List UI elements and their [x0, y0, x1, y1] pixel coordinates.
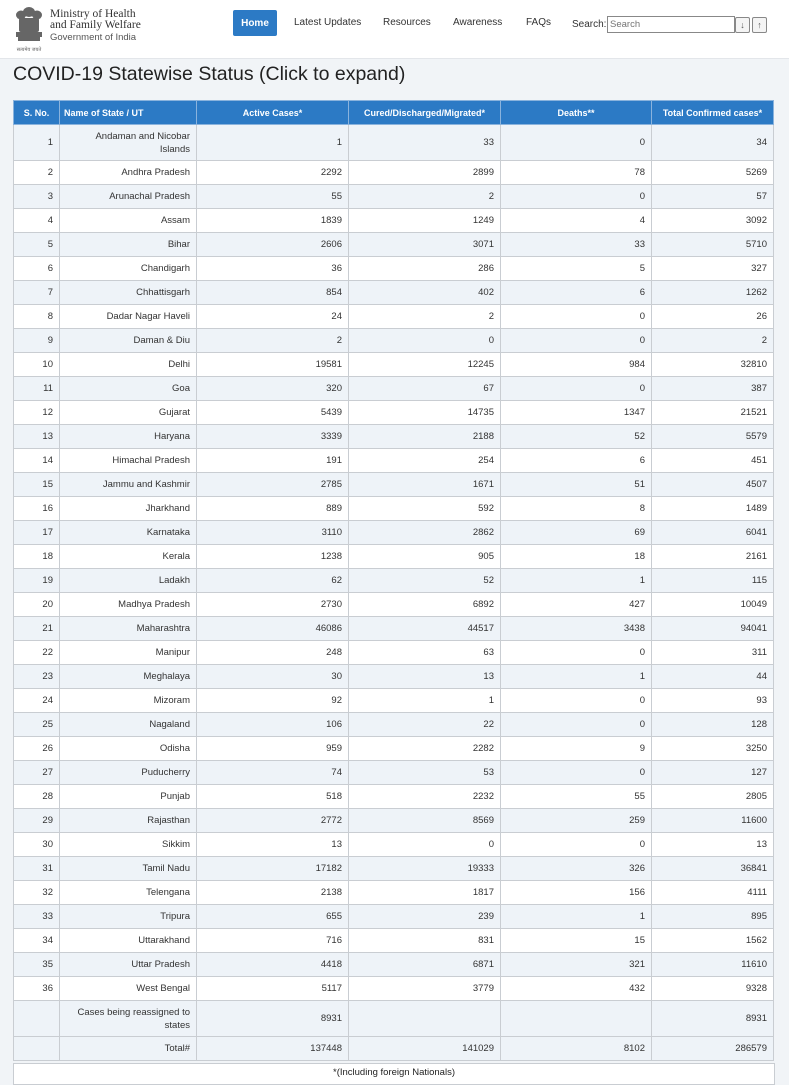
total-confirmed-cell: 128	[652, 713, 774, 737]
deaths-cell	[501, 1001, 652, 1037]
cured-cell: 592	[349, 497, 501, 521]
deaths-cell: 1	[501, 905, 652, 929]
active-cases-cell: 889	[197, 497, 349, 521]
total-confirmed-cell: 8931	[652, 1001, 774, 1037]
table-row[interactable]	[14, 977, 774, 1001]
active-cases-cell: 46086	[197, 617, 349, 641]
national-emblem-icon[interactable]	[10, 2, 48, 54]
table-row[interactable]	[14, 713, 774, 737]
state-name-cell: Uttar Pradesh	[60, 953, 197, 977]
active-cases-cell: 92	[197, 689, 349, 713]
total-confirmed-cell: 10049	[652, 593, 774, 617]
total-confirmed-cell: 6041	[652, 521, 774, 545]
active-cases-cell: 19581	[197, 353, 349, 377]
active-cases-cell: 5117	[197, 977, 349, 1001]
active-cases-cell: 2138	[197, 881, 349, 905]
search-label: Search:	[572, 19, 607, 30]
serial-number-cell: 31	[14, 857, 60, 881]
cured-cell: 831	[349, 929, 501, 953]
serial-number-cell: 36	[14, 977, 60, 1001]
serial-number-cell: 11	[14, 377, 60, 401]
cured-cell: 1	[349, 689, 501, 713]
serial-number-cell: 33	[14, 905, 60, 929]
serial-number-cell: 1	[14, 125, 60, 161]
serial-number-cell: 22	[14, 641, 60, 665]
cured-cell: 2	[349, 185, 501, 209]
total-confirmed-cell: 36841	[652, 857, 774, 881]
table-row[interactable]	[14, 833, 774, 857]
nav-home-link[interactable]: Home	[233, 10, 277, 36]
state-name-cell: Cases being reassigned to states	[60, 1001, 197, 1037]
total-confirmed-cell: 3250	[652, 737, 774, 761]
table-row[interactable]	[14, 569, 774, 593]
total-confirmed-cell: 13	[652, 833, 774, 857]
state-name-cell: Andaman and Nicobar Islands	[60, 125, 197, 161]
cured-cell: 63	[349, 641, 501, 665]
deaths-cell: 984	[501, 353, 652, 377]
deaths-cell: 0	[501, 125, 652, 161]
state-name-cell: Uttarakhand	[60, 929, 197, 953]
active-cases-cell: 518	[197, 785, 349, 809]
cured-cell: 2232	[349, 785, 501, 809]
table-row[interactable]	[14, 665, 774, 689]
serial-number-cell: 32	[14, 881, 60, 905]
active-cases-cell: 655	[197, 905, 349, 929]
serial-number-cell: 16	[14, 497, 60, 521]
deaths-cell: 0	[501, 377, 652, 401]
page-title[interactable]: COVID-19 Statewise Status (Click to expand)	[13, 63, 406, 85]
ministry-line-1: Ministry of Health	[50, 8, 136, 20]
active-cases-cell: 1	[197, 125, 349, 161]
deaths-cell: 326	[501, 857, 652, 881]
total-confirmed-cell: 2	[652, 329, 774, 353]
deaths-cell: 69	[501, 521, 652, 545]
state-name-cell: Kerala	[60, 545, 197, 569]
total-confirmed-cell: 3092	[652, 209, 774, 233]
deaths-cell: 15	[501, 929, 652, 953]
deaths-cell: 52	[501, 425, 652, 449]
active-cases-cell: 4418	[197, 953, 349, 977]
state-name-cell: Total#	[60, 1037, 197, 1061]
active-cases-cell: 55	[197, 185, 349, 209]
serial-number-cell: 15	[14, 473, 60, 497]
arrow-down-button[interactable]: ↓	[735, 17, 750, 33]
total-confirmed-cell: 127	[652, 761, 774, 785]
total-confirmed-cell: 11610	[652, 953, 774, 977]
deaths-cell: 9	[501, 737, 652, 761]
table-row[interactable]	[14, 449, 774, 473]
cured-cell	[349, 1001, 501, 1037]
deaths-cell: 1	[501, 665, 652, 689]
deaths-cell: 3438	[501, 617, 652, 641]
table-row[interactable]	[14, 281, 774, 305]
state-name-cell: Daman & Diu	[60, 329, 197, 353]
total-confirmed-cell: 21521	[652, 401, 774, 425]
state-name-cell: Mizoram	[60, 689, 197, 713]
state-name-cell: Rajasthan	[60, 809, 197, 833]
state-name-cell: Ladakh	[60, 569, 197, 593]
column-header[interactable]: Cured/Discharged/Migrated*	[349, 101, 501, 125]
deaths-cell: 1	[501, 569, 652, 593]
table-row[interactable]	[14, 257, 774, 281]
state-name-cell: Meghalaya	[60, 665, 197, 689]
total-confirmed-cell: 1562	[652, 929, 774, 953]
state-name-cell: Gujarat	[60, 401, 197, 425]
table-row[interactable]	[14, 305, 774, 329]
nav-awareness-link[interactable]: Awareness	[453, 17, 503, 28]
serial-number-cell: 10	[14, 353, 60, 377]
serial-number-cell: 8	[14, 305, 60, 329]
active-cases-cell: 248	[197, 641, 349, 665]
deaths-cell: 0	[501, 641, 652, 665]
serial-number-cell: 24	[14, 689, 60, 713]
table-row[interactable]	[14, 1037, 774, 1061]
deaths-cell: 0	[501, 329, 652, 353]
serial-number-cell: 21	[14, 617, 60, 641]
total-confirmed-cell: 44	[652, 665, 774, 689]
cured-cell: 67	[349, 377, 501, 401]
state-name-cell: Nagaland	[60, 713, 197, 737]
active-cases-cell: 17182	[197, 857, 349, 881]
state-name-cell: Arunachal Pradesh	[60, 185, 197, 209]
column-header[interactable]: Total Confirmed cases*	[652, 101, 774, 125]
active-cases-cell: 137448	[197, 1037, 349, 1061]
cured-cell: 3071	[349, 233, 501, 257]
total-confirmed-cell: 93	[652, 689, 774, 713]
state-name-cell: Bihar	[60, 233, 197, 257]
state-name-cell: Delhi	[60, 353, 197, 377]
cured-cell: 1249	[349, 209, 501, 233]
deaths-cell: 8102	[501, 1037, 652, 1061]
table-row[interactable]	[14, 209, 774, 233]
total-confirmed-cell: 11600	[652, 809, 774, 833]
nav-latest-updates-link[interactable]: Latest Updates	[294, 17, 362, 28]
cured-cell: 8569	[349, 809, 501, 833]
ministry-line-2: and Family Welfare	[50, 19, 141, 31]
table-row[interactable]	[14, 125, 774, 161]
table-row[interactable]	[14, 761, 774, 785]
active-cases-cell: 854	[197, 281, 349, 305]
state-name-cell: Karnataka	[60, 521, 197, 545]
active-cases-cell: 30	[197, 665, 349, 689]
table-row[interactable]	[14, 329, 774, 353]
cured-cell: 402	[349, 281, 501, 305]
active-cases-cell: 320	[197, 377, 349, 401]
active-cases-cell: 191	[197, 449, 349, 473]
state-name-cell: West Bengal	[60, 977, 197, 1001]
cured-cell: 141029	[349, 1037, 501, 1061]
deaths-cell: 432	[501, 977, 652, 1001]
total-confirmed-cell: 327	[652, 257, 774, 281]
serial-number-cell: 4	[14, 209, 60, 233]
serial-number-cell: 25	[14, 713, 60, 737]
cured-cell: 1817	[349, 881, 501, 905]
total-confirmed-cell: 5579	[652, 425, 774, 449]
deaths-cell: 78	[501, 161, 652, 185]
state-name-cell: Andhra Pradesh	[60, 161, 197, 185]
deaths-cell: 4	[501, 209, 652, 233]
total-confirmed-cell: 2805	[652, 785, 774, 809]
state-name-cell: Goa	[60, 377, 197, 401]
active-cases-cell: 3339	[197, 425, 349, 449]
active-cases-cell: 2292	[197, 161, 349, 185]
total-confirmed-cell: 387	[652, 377, 774, 401]
state-name-cell: Maharashtra	[60, 617, 197, 641]
state-name-cell: Odisha	[60, 737, 197, 761]
deaths-cell: 6	[501, 449, 652, 473]
nav-resources-link[interactable]: Resources	[383, 17, 431, 28]
search-input[interactable]	[607, 16, 735, 33]
active-cases-cell: 24	[197, 305, 349, 329]
total-confirmed-cell: 5269	[652, 161, 774, 185]
active-cases-cell: 2	[197, 329, 349, 353]
cured-cell: 905	[349, 545, 501, 569]
serial-number-cell	[14, 1037, 60, 1061]
active-cases-cell: 13	[197, 833, 349, 857]
total-confirmed-cell: 32810	[652, 353, 774, 377]
serial-number-cell: 35	[14, 953, 60, 977]
active-cases-cell: 3110	[197, 521, 349, 545]
serial-number-cell: 2	[14, 161, 60, 185]
table-header-row	[14, 101, 774, 125]
table-row[interactable]	[14, 185, 774, 209]
column-header[interactable]: Active Cases*	[197, 101, 349, 125]
total-confirmed-cell: 1489	[652, 497, 774, 521]
table-row[interactable]	[14, 377, 774, 401]
deaths-cell: 18	[501, 545, 652, 569]
deaths-cell: 0	[501, 689, 652, 713]
active-cases-cell: 2785	[197, 473, 349, 497]
serial-number-cell: 28	[14, 785, 60, 809]
table-row[interactable]	[14, 641, 774, 665]
table-row[interactable]	[14, 425, 774, 449]
cured-cell: 3779	[349, 977, 501, 1001]
serial-number-cell: 6	[14, 257, 60, 281]
state-name-cell: Tamil Nadu	[60, 857, 197, 881]
ministry-name[interactable]	[50, 9, 141, 43]
state-name-cell: Tripura	[60, 905, 197, 929]
cured-cell: 2188	[349, 425, 501, 449]
cured-cell: 0	[349, 329, 501, 353]
cured-cell: 33	[349, 125, 501, 161]
serial-number-cell: 30	[14, 833, 60, 857]
total-confirmed-cell: 311	[652, 641, 774, 665]
deaths-cell: 5	[501, 257, 652, 281]
total-confirmed-cell: 9328	[652, 977, 774, 1001]
active-cases-cell: 74	[197, 761, 349, 785]
total-confirmed-cell: 4111	[652, 881, 774, 905]
deaths-cell: 156	[501, 881, 652, 905]
table-row[interactable]	[14, 881, 774, 905]
deaths-cell: 0	[501, 713, 652, 737]
deaths-cell: 427	[501, 593, 652, 617]
serial-number-cell: 18	[14, 545, 60, 569]
column-header[interactable]: Name of State / UT	[60, 101, 197, 125]
total-confirmed-cell: 5710	[652, 233, 774, 257]
serial-number-cell	[14, 1001, 60, 1037]
state-name-cell: Sikkim	[60, 833, 197, 857]
serial-number-cell: 20	[14, 593, 60, 617]
state-name-cell: Jharkhand	[60, 497, 197, 521]
serial-number-cell: 9	[14, 329, 60, 353]
serial-number-cell: 23	[14, 665, 60, 689]
total-confirmed-cell: 4507	[652, 473, 774, 497]
serial-number-cell: 13	[14, 425, 60, 449]
table-row[interactable]	[14, 497, 774, 521]
table-row[interactable]	[14, 905, 774, 929]
total-confirmed-cell: 2161	[652, 545, 774, 569]
serial-number-cell: 29	[14, 809, 60, 833]
deaths-cell: 0	[501, 761, 652, 785]
cured-cell: 2862	[349, 521, 501, 545]
deaths-cell: 55	[501, 785, 652, 809]
cured-cell: 6892	[349, 593, 501, 617]
total-confirmed-cell: 1262	[652, 281, 774, 305]
table-row[interactable]	[14, 521, 774, 545]
state-name-cell: Jammu and Kashmir	[60, 473, 197, 497]
cured-cell: 0	[349, 833, 501, 857]
active-cases-cell: 8931	[197, 1001, 349, 1037]
table-row[interactable]	[14, 737, 774, 761]
state-name-cell: Puducherry	[60, 761, 197, 785]
table-row[interactable]	[14, 953, 774, 977]
cured-cell: 239	[349, 905, 501, 929]
serial-number-cell: 3	[14, 185, 60, 209]
state-name-cell: Manipur	[60, 641, 197, 665]
cured-cell: 2899	[349, 161, 501, 185]
cured-cell: 53	[349, 761, 501, 785]
cured-cell: 2	[349, 305, 501, 329]
column-header[interactable]: Deaths**	[501, 101, 652, 125]
cured-cell: 2282	[349, 737, 501, 761]
total-confirmed-cell: 115	[652, 569, 774, 593]
cured-cell: 6871	[349, 953, 501, 977]
deaths-cell: 0	[501, 185, 652, 209]
cured-cell: 22	[349, 713, 501, 737]
serial-number-cell: 34	[14, 929, 60, 953]
total-confirmed-cell: 286579	[652, 1037, 774, 1061]
cured-cell: 19333	[349, 857, 501, 881]
statewise-table	[13, 100, 774, 1061]
table-row[interactable]	[14, 809, 774, 833]
deaths-cell: 0	[501, 833, 652, 857]
cured-cell: 1671	[349, 473, 501, 497]
cured-cell: 254	[349, 449, 501, 473]
table-row[interactable]	[14, 545, 774, 569]
state-name-cell: Telengana	[60, 881, 197, 905]
serial-number-cell: 7	[14, 281, 60, 305]
serial-number-cell: 12	[14, 401, 60, 425]
active-cases-cell: 1238	[197, 545, 349, 569]
serial-number-cell: 14	[14, 449, 60, 473]
deaths-cell: 0	[501, 305, 652, 329]
total-confirmed-cell: 57	[652, 185, 774, 209]
serial-number-cell: 19	[14, 569, 60, 593]
cured-cell: 14735	[349, 401, 501, 425]
table-row[interactable]	[14, 473, 774, 497]
table-row[interactable]	[14, 929, 774, 953]
cured-cell: 44517	[349, 617, 501, 641]
deaths-cell: 1347	[501, 401, 652, 425]
deaths-cell: 6	[501, 281, 652, 305]
state-name-cell: Punjab	[60, 785, 197, 809]
deaths-cell: 33	[501, 233, 652, 257]
serial-number-cell: 26	[14, 737, 60, 761]
active-cases-cell: 959	[197, 737, 349, 761]
emblem-caption: सत्यमेव जयते	[16, 47, 42, 53]
column-header[interactable]: S. No.	[14, 101, 60, 125]
table-row[interactable]	[14, 353, 774, 377]
table-row[interactable]	[14, 161, 774, 185]
cured-cell: 52	[349, 569, 501, 593]
cured-cell: 13	[349, 665, 501, 689]
cured-cell: 286	[349, 257, 501, 281]
state-name-cell: Dadar Nagar Haveli	[60, 305, 197, 329]
active-cases-cell: 716	[197, 929, 349, 953]
deaths-cell: 8	[501, 497, 652, 521]
total-confirmed-cell: 895	[652, 905, 774, 929]
state-name-cell: Himachal Pradesh	[60, 449, 197, 473]
total-confirmed-cell: 451	[652, 449, 774, 473]
table-row[interactable]	[14, 617, 774, 641]
active-cases-cell: 1839	[197, 209, 349, 233]
serial-number-cell: 17	[14, 521, 60, 545]
site-header	[0, 0, 789, 59]
active-cases-cell: 36	[197, 257, 349, 281]
nav-faqs-link[interactable]: FAQs	[526, 17, 552, 28]
active-cases-cell: 62	[197, 569, 349, 593]
state-name-cell: Assam	[60, 209, 197, 233]
active-cases-cell: 5439	[197, 401, 349, 425]
active-cases-cell: 106	[197, 713, 349, 737]
state-name-cell: Chandigarh	[60, 257, 197, 281]
total-confirmed-cell: 34	[652, 125, 774, 161]
table-footnote: *(Including foreign Nationals)	[13, 1063, 775, 1085]
deaths-cell: 259	[501, 809, 652, 833]
table-row[interactable]	[14, 785, 774, 809]
table-row[interactable]	[14, 1001, 774, 1037]
active-cases-cell: 2606	[197, 233, 349, 257]
state-name-cell: Madhya Pradesh	[60, 593, 197, 617]
total-confirmed-cell: 94041	[652, 617, 774, 641]
total-confirmed-cell: 26	[652, 305, 774, 329]
serial-number-cell: 27	[14, 761, 60, 785]
active-cases-cell: 2772	[197, 809, 349, 833]
serial-number-cell: 5	[14, 233, 60, 257]
table-row[interactable]	[14, 401, 774, 425]
deaths-cell: 321	[501, 953, 652, 977]
state-name-cell: Haryana	[60, 425, 197, 449]
table-body	[14, 125, 774, 1061]
table-row[interactable]	[14, 857, 774, 881]
cured-cell: 12245	[349, 353, 501, 377]
deaths-cell: 51	[501, 473, 652, 497]
arrow-up-button[interactable]: ↑	[752, 17, 767, 33]
table-row[interactable]	[14, 593, 774, 617]
table-row[interactable]	[14, 233, 774, 257]
state-name-cell: Chhattisgarh	[60, 281, 197, 305]
table-row[interactable]	[14, 689, 774, 713]
ministry-line-3: Government of India	[50, 32, 137, 43]
active-cases-cell: 2730	[197, 593, 349, 617]
